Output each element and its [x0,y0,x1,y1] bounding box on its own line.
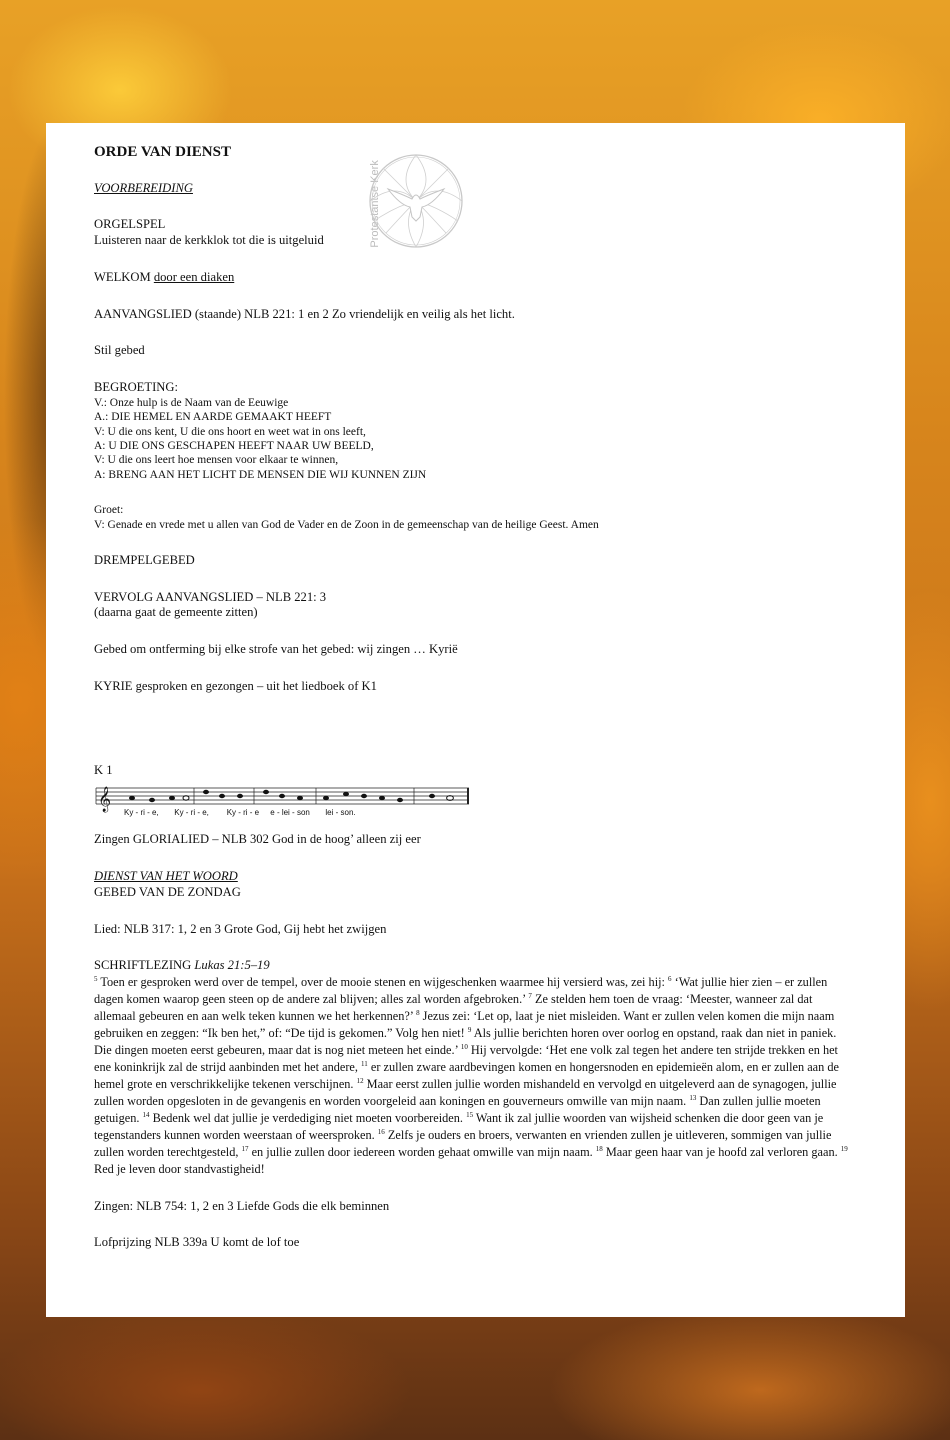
verse-number: 15 [466,1110,474,1119]
glorialied: Zingen GLORIALIED – NLB 302 God in de hoog’ alleen zij eer [94,832,421,847]
verse-number: 8 [416,1008,420,1017]
verse-text: er zullen zware aardbevingen komen en hongersnoden en epidemieën alom, en er zullen aan de hemel grote en verschrikkelijke tekenen verschijnen. [94,1059,839,1091]
groet-block [94,503,857,532]
verse-text: Hij vervolgde: ‘Het ene volk zal tegen het andere ten strijde trekken en het ene koninkrijk zal de strijd aanbinden met het andere, [94,1042,838,1074]
lyric: Ky - ri - e [226,808,260,818]
verse-text: en jullie zullen door iedereen worden gehaat omwille van mijn naam. [251,1144,593,1159]
dove-emblem-icon [366,151,466,251]
schriftlezing-block [94,958,857,1177]
gebed-ontferming: Gebed om ontferming bij elke strofe van het gebed: wij zingen … Kyrië [94,642,458,657]
verse-text: Want ik zal jullie woorden van wijsheid schenken die door geen van je tegenstanders kunnen worden weerstaan of weersproken. [94,1110,824,1142]
schriftlezing-ref: Lukas 21:5–19 [194,958,270,973]
verse-text: ‘Wat jullie hier zien – er zullen dagen komen waarop geen steen op de andere zal blijven; alles zal worden afgebroken.’ [94,974,828,1006]
verse-number: 16 [377,1127,385,1136]
verse-number: 11 [361,1059,368,1068]
welkom-by: door een diaken [153,269,235,284]
music-label: K 1 [94,762,113,777]
lyric: e - lei - son [270,808,310,818]
kyrie-lyrics [124,808,356,818]
lied-754: Zingen: NLB 754: 1, 2 en 3 Liefde Gods die elk beminnen [94,1198,390,1213]
order-of-service-sheet [46,123,905,1317]
verse-number: 18 [595,1144,603,1153]
scripture-text [94,974,857,1178]
stil-gebed: Stil gebed [94,343,145,358]
logo-text: Protestantse Kerk [368,160,381,248]
verse-number: 9 [467,1025,472,1034]
welkom-block [94,270,857,286]
church-logo [342,151,468,251]
vervolg-note: (daarna gaat de gemeente zitten) [94,605,258,620]
schriftlezing-heading: SCHRIFTLEZING [94,958,192,973]
groet-heading: Groet: [94,504,124,517]
begroeting-line: A: BRENG AAN HET LICHT DE MENSEN DIE WIJ KUNNEN ZIJN [94,468,427,481]
vervolg-heading: VERVOLG AANVANGSLIED – NLB 221: 3 [94,589,327,604]
verse-number: 7 [528,991,532,1000]
begroeting-line: V.: Onze hulp is de Naam van de Eeuwige [94,396,289,409]
page-title: ORDE VAN DIENST [94,144,231,160]
verse-number: 13 [689,1093,697,1102]
verse-number: 6 [668,974,672,983]
kyrie-line: KYRIE gesproken en gezongen – uit het liedboek of K1 [94,678,377,693]
begroeting-block [94,380,857,482]
music-staff [94,778,474,822]
drempelgebed: DREMPELGEBED [94,552,195,567]
verse-text: Red je leven door standvastigheid! [94,1161,265,1176]
verse-text: Toen er gesproken werd over de tempel, over de mooie stenen en wijgeschenken waarmee hij versierd was, zei hij: [100,974,665,989]
lofprijzing: Lofprijzing NLB 339a U komt de lof toe [94,1235,300,1250]
welkom-heading: WELKOM [94,269,151,284]
begroeting-line: V: U die ons leert hoe mensen voor elkaar te winnen, [94,454,339,467]
groet-text: V: Genade en vrede met u allen van God de Vader en de Zoon in de gemeenschap van de heilige Geest. Amen [94,518,599,531]
verse-text: Als jullie berichten horen over oorlog en opstand, raak dan niet in paniek. Die dingen moeten eerst gebeuren, maar dat is nog niet meteen het einde.’ [94,1025,837,1057]
begroeting-line: V: U die ons kent, U die ons hoort en weet wat in ons leeft, [94,425,366,438]
verse-number: 10 [460,1042,468,1051]
verse-number: 14 [142,1110,150,1119]
verse-text: Zelfs je ouders en broers, verwanten en vrienden zullen je uitleveren, sommigen van jullie zullen worden terechtgesteld, [94,1127,832,1159]
verse-text: Jezus zei: ‘Let op, laat je niet misleiden. Want er zullen velen komen die mijn naam gebruiken en zeggen: “Ik ben het,” of: “De tijd is gekomen.” Volg hen niet! [94,1008,835,1040]
aanvangslied: AANVANGSLIED (staande) NLB 221: 1 en 2 Zo vriendelijk en veilig als het licht. [94,306,515,321]
begroeting-line: A: U DIE ONS GESCHAPEN HEEFT NAAR UW BEELD, [94,440,374,453]
verse-text: Maar eerst zullen jullie worden mishandeld en vervolgd en uitgeleverd aan de synagogen, jullie zullen worden opgesloten in de gevangenis en worden voorgeleid aan koningen en gouverneurs omwille van mijn naam. [94,1076,837,1108]
begroeting-heading: BEGROETING: [94,380,178,395]
verse-text: Bedenk wel dat jullie je verdediging niet moeten voorbereiden. [152,1110,463,1125]
orgelspel-heading: ORGELSPEL [94,217,166,232]
dienst-woord-block [94,869,857,900]
lied-317: Lied: NLB 317: 1, 2 en 3 Grote God, Gij hebt het zwijgen [94,921,387,936]
orgelspel-text: Luisteren naar de kerkklok tot die is uitgeluid [94,233,324,248]
gebed-zondag: GEBED VAN DE ZONDAG [94,884,241,899]
section-heading-word: DIENST VAN HET WOORD [94,869,238,884]
vervolg-block [94,590,857,621]
verse-text: Dan zullen jullie moeten getuigen. [94,1093,821,1125]
lyric: Ky - ri - e, [124,808,159,818]
verse-text: Ze stelden hem toen de vraag: ‘Meester, wanneer zal dat allemaal gebeuren en aan welk teken kunnen we het herkennen?’ [94,991,813,1023]
lyric: Ky - ri - e, [174,808,209,818]
verse-number: 12 [356,1076,364,1085]
verse-number: 17 [241,1144,249,1153]
verse-number: 19 [840,1144,848,1153]
verse-text: Maar geen haar van je hoofd zal verloren gaan. [605,1144,838,1159]
lyric: lei - son. [325,808,356,818]
section-heading-preparation: VOORBEREIDING [94,180,193,195]
svg-text:𝄞: 𝄞 [98,787,112,813]
begroeting-line: A.: DIE HEMEL EN AARDE GEMAAKT HEEFT [94,411,332,424]
kyrie-music-block [94,763,857,823]
orgelspel-block [94,217,857,248]
verse-number: 5 [94,974,98,983]
